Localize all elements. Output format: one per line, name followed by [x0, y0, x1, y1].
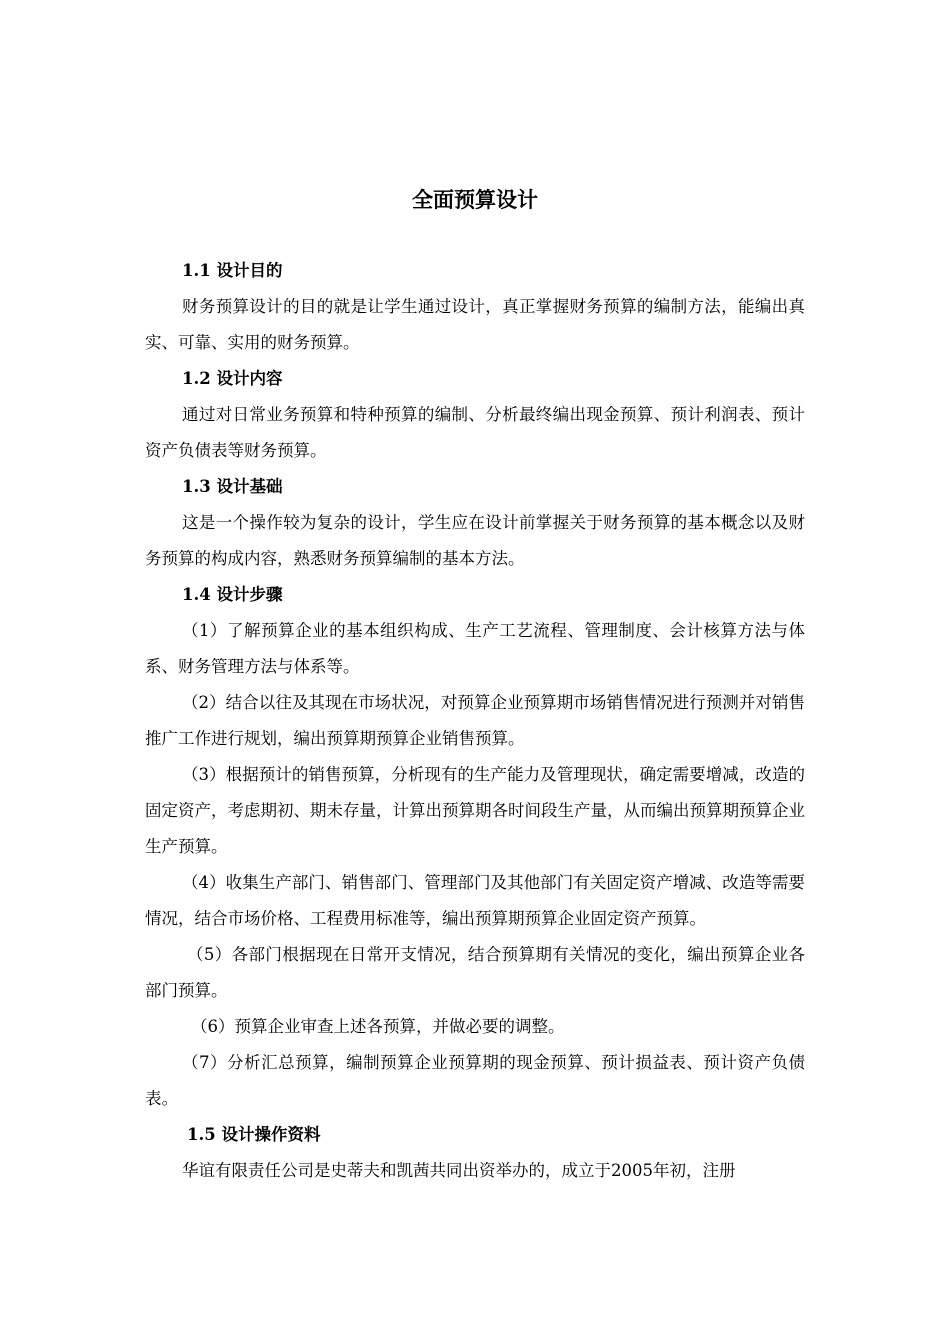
step-4: （4）收集生产部门、销售部门、管理部门及其他部门有关固定资产增减、改造等需要情况，结合市场价格、工程费用标准等，编出预算期预算企业固定资产预算。 — [145, 873, 805, 928]
section-paragraph-1-3: 这是一个操作较为复杂的设计，学生应在设计前掌握关于财务预算的基本概念以及财务预算的构成内容，熟悉财务预算编制的基本方法。 — [145, 513, 805, 568]
section-heading-1-4: 1.4 设计步骤 — [182, 585, 283, 604]
step-6: （6）预算企业审查上述各预算，并做必要的调整。 — [191, 1017, 565, 1036]
step-3: （3）根据预计的销售预算，分析现有的生产能力及管理现状，确定需要增减，改造的固定资产，考虑期初、期未存量，计算出预算期各时间段生产量，从而编出预算期预算企业生产预算。 — [145, 765, 805, 856]
section-heading-1-2: 1.2 设计内容 — [182, 369, 283, 388]
document-body — [145, 253, 805, 1189]
section-paragraph-1-2: 通过对日常业务预算和特种预算的编制、分析最终编出现金预算、预计利润表、预计资产负债表等财务预算。 — [145, 405, 805, 460]
section-heading-1-1: 1.1 设计目的 — [182, 261, 283, 280]
step-5: （5）各部门根据现在日常开支情况，结合预算期有关情况的变化，编出预算企业各部门预算。 — [145, 945, 805, 1000]
step-2: （2）结合以往及其现在市场状况，对预算企业预算期市场销售情况进行预测并对销售推广工作进行规划，编出预算期预算企业销售预算。 — [145, 693, 805, 748]
section-heading-1-3: 1.3 设计基础 — [182, 477, 283, 496]
step-7: （7）分析汇总预算，编制预算企业预算期的现金预算、预计损益表、预计资产负债表。 — [145, 1053, 805, 1108]
section-heading-1-5: 1.5 设计操作资料 — [187, 1125, 321, 1144]
step-1: （1）了解预算企业的基本组织构成、生产工艺流程、管理制度、会计核算方法与体系、财务管理方法与体系等。 — [145, 621, 805, 676]
section-paragraph-1-5: 华谊有限责任公司是史蒂夫和凯茜共同出资举办的，成立于2005年初，注册 — [182, 1161, 736, 1180]
section-paragraph-1-1: 财务预算设计的目的就是让学生通过设计，真正掌握财务预算的编制方法，能编出真实、可靠、实用的财务预算。 — [145, 297, 805, 352]
page-title: 全面预算设计 — [412, 188, 538, 212]
